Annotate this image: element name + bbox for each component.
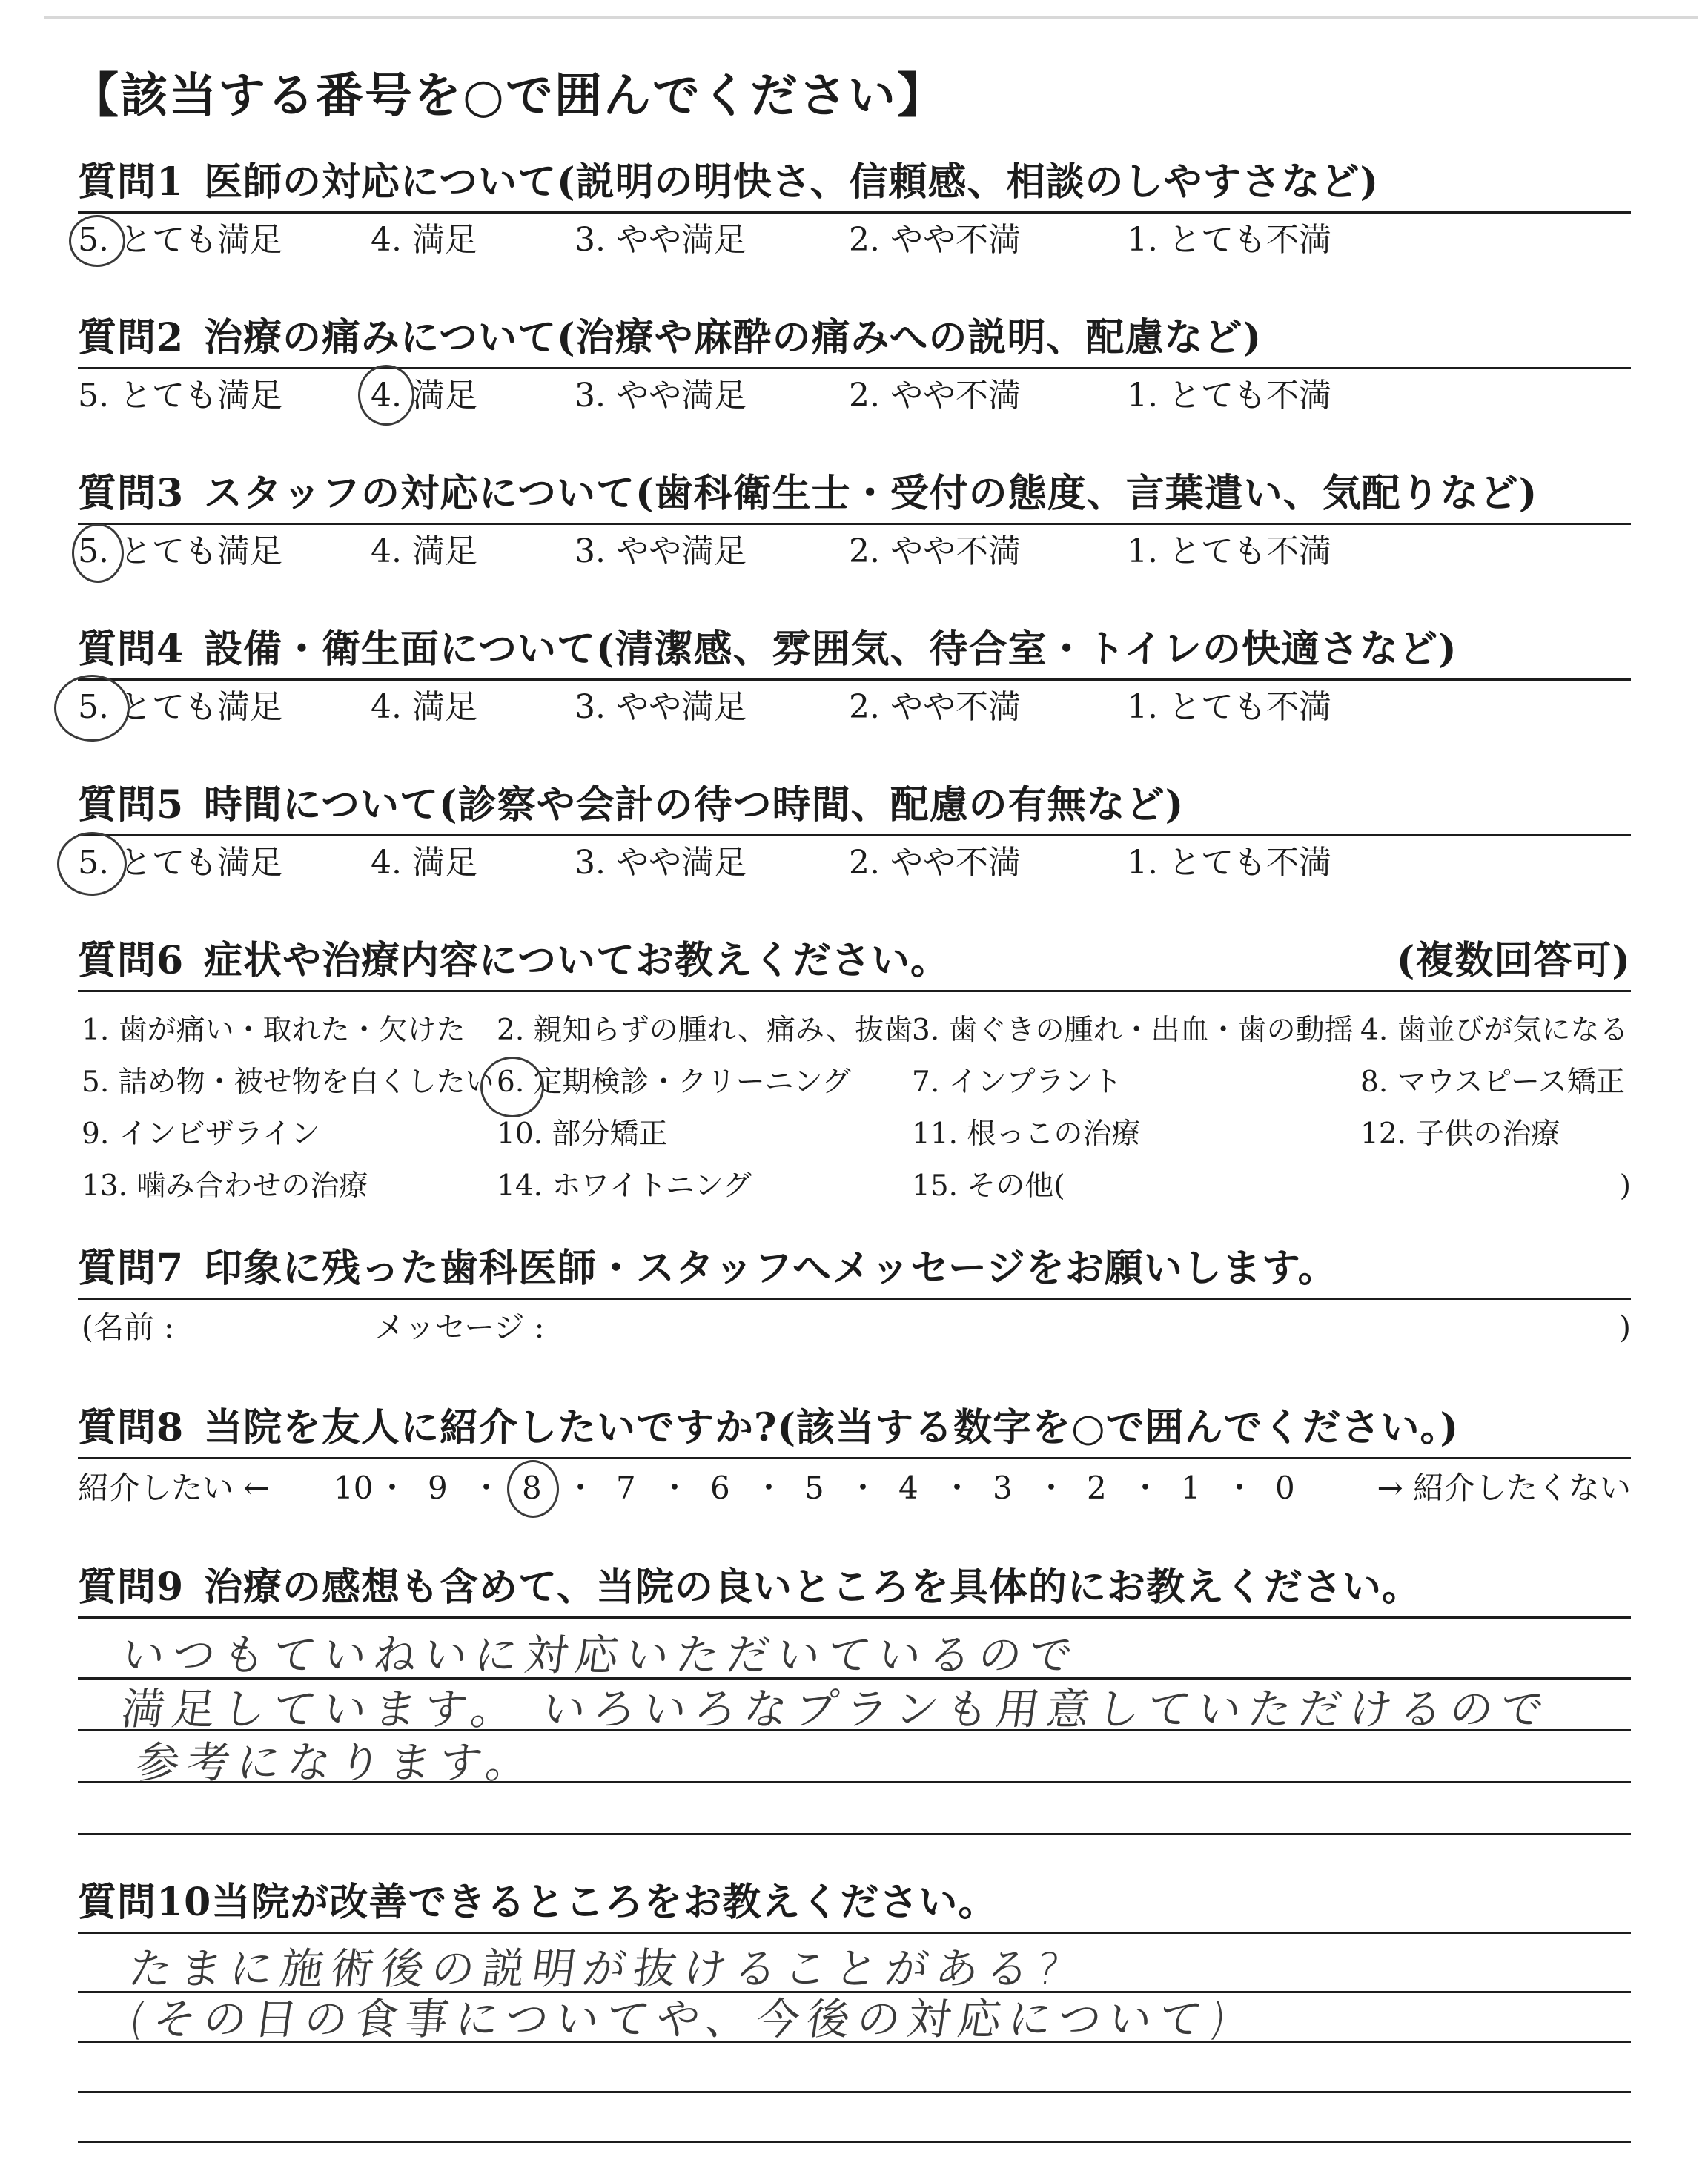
scale-value-6[interactable]: 6 xyxy=(710,1470,730,1506)
symptom-option-2[interactable]: 2. 親知らずの腫れ、痛み、抜歯 xyxy=(497,1014,913,1047)
question-5-title xyxy=(78,782,1631,828)
symptom-option-3[interactable]: 3. 歯ぐきの腫れ・出血・歯の動揺 xyxy=(912,1014,1354,1047)
symptom-option-6[interactable]: 6. 定期検診・クリーニング xyxy=(497,1066,851,1099)
handwritten-answer-line: 満足しています。 いろいろなプランも用意していただけるので xyxy=(118,1684,1555,1734)
question-text: 医師の対応について(説明の明快さ、信頼感、相談のしやすさなど) xyxy=(204,159,1380,205)
question-text: 当院が改善できるところをお教えください。 xyxy=(211,1880,998,1925)
option-5[interactable]: 5. とても満足 xyxy=(78,844,282,882)
divider xyxy=(78,1616,1631,1619)
question-5 xyxy=(78,782,1631,884)
handwritten-answer-line: (その日の食事についてや、今後の対応について) xyxy=(125,1994,1237,2044)
rating-options xyxy=(78,375,1631,417)
question-text: 印象に残った歯科医師・スタッフへメッセージをお願いします。 xyxy=(204,1246,1337,1291)
question-3-title xyxy=(78,471,1631,517)
scale-separator: ・ xyxy=(565,1470,597,1506)
selected-circle xyxy=(54,675,130,742)
multiple-answer-note: (複数回答可) xyxy=(1396,938,1631,983)
scale-value-2[interactable]: 2 xyxy=(1087,1470,1107,1506)
symptom-option-13[interactable]: 13. 噛み合わせの治療 xyxy=(82,1169,368,1203)
divider xyxy=(78,834,1631,836)
option-5[interactable]: 5. とても満足 xyxy=(78,377,282,415)
divider xyxy=(78,523,1631,525)
scale-value-3[interactable]: 3 xyxy=(993,1470,1013,1506)
rating-options xyxy=(78,687,1631,728)
symptom-option-10[interactable]: 10. 部分矯正 xyxy=(497,1117,668,1151)
handwritten-answer-line: いつもていねいに対応いただいているので xyxy=(118,1630,1084,1680)
symptom-option-15[interactable]: 15. その他( xyxy=(912,1169,1065,1203)
option-4[interactable]: 4. 満足 xyxy=(371,221,477,259)
scale-value-7[interactable]: 7 xyxy=(616,1470,636,1506)
question-number: 質問5 xyxy=(78,782,185,828)
question-text: 設備・衛生面について(清潔感、雰囲気、待合室・トイレの快適さなど) xyxy=(204,627,1457,672)
recommend-scale xyxy=(78,1466,1631,1510)
option-2[interactable]: 2. やや不満 xyxy=(849,844,1021,882)
option-5[interactable]: 5. とても満足 xyxy=(78,688,282,726)
scale-separator: ・ xyxy=(659,1470,691,1506)
question-10 xyxy=(78,1880,1631,1934)
divider xyxy=(78,1298,1631,1300)
option-2[interactable]: 2. やや不満 xyxy=(849,688,1021,726)
rating-options xyxy=(78,531,1631,572)
question-text: 時間について(診察や会計の待つ時間、配慮の有無など) xyxy=(204,782,1185,828)
symptom-option-1[interactable]: 1. 歯が痛い・取れた・欠けた xyxy=(82,1014,466,1047)
question-1 xyxy=(78,159,1631,261)
question-10-title xyxy=(78,1880,1631,1926)
question-9 xyxy=(78,1565,1631,1619)
question-8 xyxy=(78,1405,1631,1459)
option-5[interactable]: 5. とても満足 xyxy=(78,532,282,570)
question-text: 治療の感想も含めて、当院の良いところを具体的にお教えください。 xyxy=(204,1565,1421,1610)
scale-separator: ・ xyxy=(377,1470,408,1506)
question-9-title xyxy=(78,1565,1631,1611)
question-2 xyxy=(78,315,1631,417)
option-3[interactable]: 3. やや満足 xyxy=(575,377,747,415)
selected-circle xyxy=(69,215,125,267)
symptom-option-14[interactable]: 14. ホワイトニング xyxy=(497,1169,752,1203)
scale-value-5[interactable]: 5 xyxy=(804,1470,824,1506)
question-text: 治療の痛みについて(治療や麻酔の痛みへの説明、配慮など) xyxy=(204,315,1262,360)
option-4[interactable]: 4. 満足 xyxy=(371,844,477,882)
symptom-option-5[interactable]: 5. 詰め物・被せ物を白くしたい xyxy=(82,1066,494,1099)
question-number: 質問7 xyxy=(78,1246,185,1291)
message-close-paren: ) xyxy=(1619,1309,1631,1345)
other-close-paren: ) xyxy=(1619,1169,1631,1203)
symptom-options xyxy=(82,1005,1631,1212)
scale-value-8[interactable]: 8 xyxy=(522,1470,542,1506)
option-4[interactable]: 4. 満足 xyxy=(371,532,477,570)
handwritten-answer-line: 参考になります。 xyxy=(133,1737,540,1788)
symptom-option-9[interactable]: 9. インビザライン xyxy=(82,1117,320,1151)
question-2-title xyxy=(78,315,1631,361)
symptom-option-12[interactable]: 12. 子供の治療 xyxy=(1360,1117,1560,1151)
option-4[interactable]: 4. 満足 xyxy=(371,377,477,415)
selected-circle xyxy=(72,524,124,583)
question-1-title xyxy=(78,159,1631,205)
scale-left-label: 紹介したい ← xyxy=(78,1470,270,1506)
message-label: メッセージ : xyxy=(374,1309,545,1345)
top-border xyxy=(44,16,1698,19)
scale-separator: ・ xyxy=(1036,1470,1068,1506)
question-number: 質問3 xyxy=(78,471,185,516)
option-3[interactable]: 3. やや満足 xyxy=(575,688,747,726)
option-2[interactable]: 2. やや不満 xyxy=(849,221,1021,259)
scale-separator: ・ xyxy=(847,1470,879,1506)
writing-line xyxy=(78,1833,1631,1835)
question-4-title xyxy=(78,627,1631,673)
divider xyxy=(78,678,1631,681)
scale-value-10[interactable]: 10 xyxy=(334,1470,374,1506)
form-heading: 【該当する番号を○で囲んでください】 xyxy=(71,68,946,124)
scale-separator: ・ xyxy=(941,1470,973,1506)
option-1[interactable]: 1. とても不満 xyxy=(1127,377,1331,415)
question-6 xyxy=(78,938,1631,992)
divider xyxy=(78,990,1631,992)
question-6-title xyxy=(78,938,1631,984)
scale-right-label: → 紹介したくない xyxy=(1377,1470,1631,1506)
question-8-title xyxy=(78,1405,1631,1451)
question-4 xyxy=(78,627,1631,728)
question-3 xyxy=(78,471,1631,572)
option-3[interactable]: 3. やや満足 xyxy=(575,532,747,570)
scale-value-0[interactable]: 0 xyxy=(1275,1470,1295,1506)
rating-options xyxy=(78,219,1631,261)
divider xyxy=(78,1457,1631,1459)
question-text: 症状や治療内容についてお教えください。 xyxy=(204,938,950,983)
option-5[interactable]: 5. とても満足 xyxy=(78,221,282,259)
option-1[interactable]: 1. とても不満 xyxy=(1127,221,1331,259)
divider xyxy=(78,211,1631,214)
scale-separator: ・ xyxy=(1224,1470,1256,1506)
question-number: 質問10 xyxy=(78,1880,212,1925)
symptom-option-7[interactable]: 7. インプラント xyxy=(912,1066,1122,1099)
question-7-title xyxy=(78,1246,1631,1292)
rating-options xyxy=(78,842,1631,884)
divider xyxy=(78,367,1631,369)
option-3[interactable]: 3. やや満足 xyxy=(575,221,747,259)
handwritten-answer-line: たまに施術後の説明が抜けることがある? xyxy=(125,1943,1070,1994)
scale-separator: ・ xyxy=(1130,1470,1162,1506)
selected-circle xyxy=(358,365,414,426)
writing-line xyxy=(78,2141,1631,2143)
question-number: 質問8 xyxy=(78,1405,185,1450)
question-text: 当院を友人に紹介したいですか?(該当する数字を○で囲んでください。) xyxy=(204,1405,1460,1450)
option-1[interactable]: 1. とても不満 xyxy=(1127,844,1331,882)
question-number: 質問1 xyxy=(78,159,185,205)
option-2[interactable]: 2. やや不満 xyxy=(849,377,1021,415)
scale-separator: ・ xyxy=(471,1470,503,1506)
name-label: (名前 : xyxy=(82,1309,174,1345)
selected-circle xyxy=(57,832,127,896)
symptom-option-8[interactable]: 8. マウスピース矯正 xyxy=(1360,1066,1625,1099)
option-4[interactable]: 4. 満足 xyxy=(371,688,477,726)
scale-value-9[interactable]: 9 xyxy=(428,1470,448,1506)
question-number: 質問4 xyxy=(78,627,185,672)
scale-value-1[interactable]: 1 xyxy=(1181,1470,1201,1506)
option-1[interactable]: 1. とても不満 xyxy=(1127,532,1331,570)
question-number: 質問2 xyxy=(78,315,185,360)
message-field xyxy=(82,1305,1631,1350)
question-text: スタッフの対応について(歯科衛生士・受付の態度、言葉遣い、気配りなど) xyxy=(204,471,1538,516)
question-7 xyxy=(78,1246,1631,1300)
option-2[interactable]: 2. やや不満 xyxy=(849,532,1021,570)
symptom-option-4[interactable]: 4. 歯並びが気になる xyxy=(1360,1014,1629,1047)
symptom-option-11[interactable]: 11. 根っこの治療 xyxy=(912,1117,1141,1151)
option-1[interactable]: 1. とても不満 xyxy=(1127,688,1331,726)
question-number: 質問9 xyxy=(78,1565,185,1610)
selected-circle xyxy=(507,1460,559,1518)
writing-line xyxy=(78,2091,1631,2093)
scale-value-4[interactable]: 4 xyxy=(898,1470,918,1506)
question-number: 質問6 xyxy=(78,938,185,983)
option-3[interactable]: 3. やや満足 xyxy=(575,844,747,882)
scale-separator: ・ xyxy=(753,1470,785,1506)
